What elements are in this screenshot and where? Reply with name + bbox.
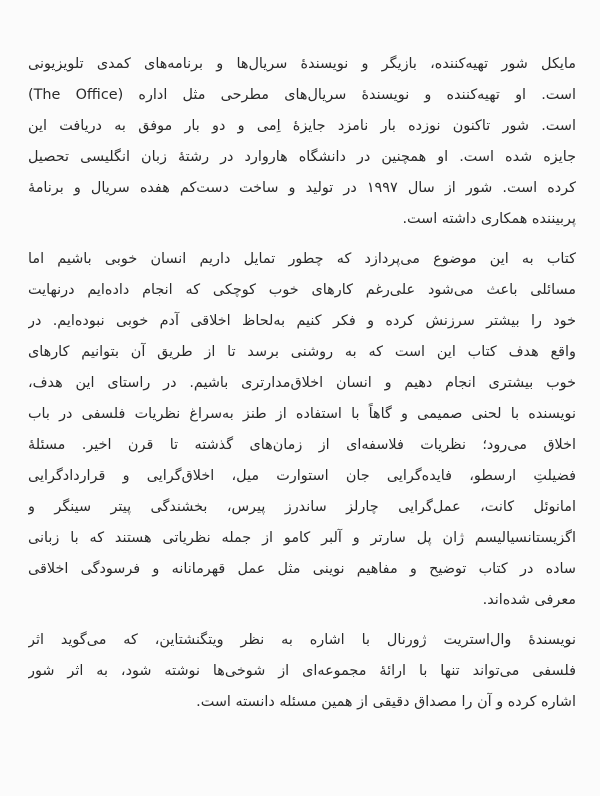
text-line: ساده در کتاب توضیح و مفاهیم نوینی مثل عمل قهرمانانه و فرسودگی اخلاقی [28,561,576,577]
text-line: خوب بیشتری انجام دهیم و انسان اخلاق‌مدارتری باشیم. در راستای این هدف، [28,375,576,391]
text-line: اشاره کرده و آن را مصداق دقیقی از همین مسئله دانسته است. [196,694,576,710]
text-line: فلسفی می‌تواند تنها با ارائۀ مجموعه‌ای از شوخی‌ها نوشته شود، به اثر شور [28,663,576,679]
text-line: معرفی شده‌اند. [482,592,576,608]
text-line: پربیننده همکاری داشته است. [402,211,576,227]
text-line: مسائلی باعث می‌شود علی‌رغم کارهای خوب کوچکی که انجام داده‌ایم درنهایت [28,282,576,298]
text-line: فضیلتِ ارسطو، فایده‌گرایی جان استوارت میل، اخلاق‌گرایی و قراردادگرایی [28,468,576,484]
text-line: مایکل شور تهیه‌کننده، بازیگر و نویسندۀ سریال‌ها و برنامه‌های کمدی تلویزیونی [28,56,576,72]
text-line: امانوئل کانت، عمل‌گرایی چارلز ساندرز پیرس، بخشندگی پیتر سینگر و [28,499,576,515]
text-line: است. شور تاکنون نوزده بار نامزد جایزۀ اِمی و دو بار موفق به دریافت این [28,118,576,134]
text-line: است. او تهیه‌کننده و نویسندۀ سریال‌های مطرحی مثل اداره (The Office) [28,87,576,103]
text-line: اگزیستانسیالیسم ژان پل سارتر و آلبر کامو از جمله نظریاتی هستند که با زبانی [28,530,576,546]
book-description-text [28,0,576,796]
text-line: خود را بیشتر سرزنش کرده و فکر کنیم به‌لحاظ اخلاقی آدم خوبی نبوده‌ایم. در [28,313,576,329]
text-line: اخلاق می‌رود؛ نظریات فلاسفه‌ای از زمان‌های گذشته تا قرن اخیر. مسئلۀ [28,437,576,453]
text-line: کرده است. شور از سال ۱۹۹۷ در تولید و ساخت دست‌کم هفده سریال و برنامۀ [28,180,576,196]
text-line: نویسنده با لحنی صمیمی و گاهاً با استفاده از طنز به‌سراغ نظریات فلسفی در باب [28,406,576,422]
text-line: کتاب به این موضوع می‌پردازد که چطور تمایل داریم انسان خوبی باشیم اما [28,251,576,267]
text-line: واقع هدف کتاب این است که به روشنی برسد تا از طریق آن بتوانیم کارهای [28,344,576,360]
text-line: نویسندۀ وال‌استریت ژورنال با اشاره به نظر ویتگنشتاین، که می‌گوید اثر [28,632,576,648]
text-line: جایزه شده است. او همچنین در دانشگاه هاروارد در رشتۀ زبان انگلیسی تحصیل [28,149,576,165]
